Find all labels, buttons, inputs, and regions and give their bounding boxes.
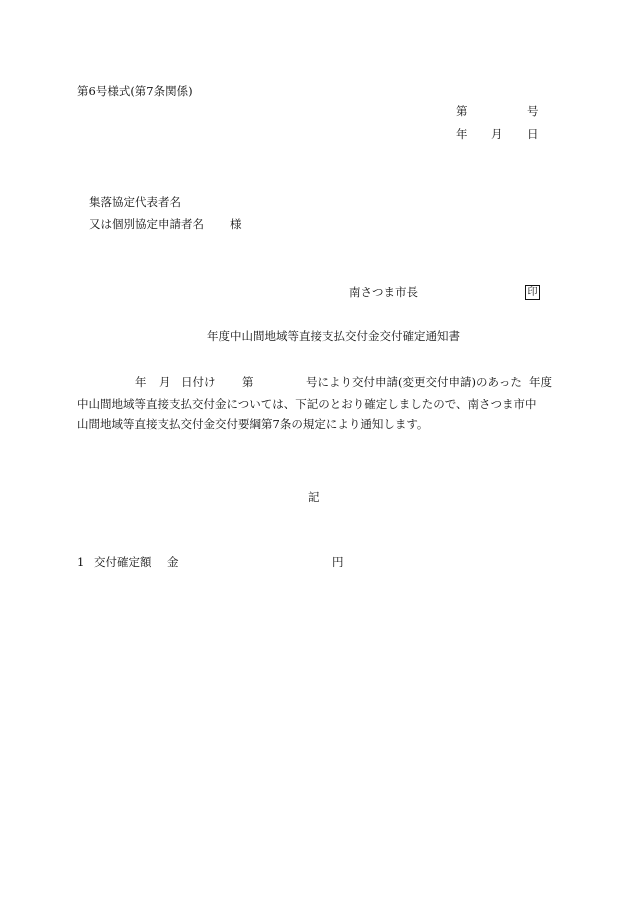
body-number-prefix: 第 <box>242 375 254 389</box>
issuer-name: 南さつま市長 <box>349 285 418 299</box>
ki-heading: 記 <box>308 490 320 504</box>
date-month: 月 <box>491 127 503 141</box>
body-paragraph <box>77 374 555 434</box>
body-fiscal-year: 年度 <box>529 375 552 389</box>
date-day: 日 <box>527 127 539 141</box>
body-date-suffix: 日付け <box>181 375 216 389</box>
document-title: 年度中山間地域等直接支払交付金交付確定通知書 <box>207 329 460 343</box>
seal-mark: 印 <box>525 285 540 300</box>
recipient-line2: 又は個別協定申請者名 <box>89 217 204 231</box>
body-application-text: 号により交付申請(変更交付申請)のあった <box>306 375 522 389</box>
document-number-suffix: 号 <box>527 104 539 118</box>
recipient-line1: 集落協定代表者名 <box>89 195 181 209</box>
item1-label: 交付確定額 <box>94 555 152 569</box>
item1-unit: 円 <box>332 555 344 569</box>
recipient-honorific: 様 <box>230 217 242 231</box>
body-year: 年 <box>135 375 147 389</box>
item1-prefix: 金 <box>167 555 179 569</box>
form-label: 第6号様式(第7条関係) <box>77 84 193 98</box>
body-line-3: 山間地域等直接支払交付金交付要綱第7条の規定により通知します。 <box>77 417 429 431</box>
item1-number: 1 <box>77 555 85 569</box>
document-number-prefix: 第 <box>456 104 468 118</box>
body-line-2: 中山間地域等直接支払交付金については、下記のとおり確定しましたので、南さつま市中 <box>77 397 537 411</box>
date-year: 年 <box>456 127 468 141</box>
body-month: 月 <box>159 375 171 389</box>
body-line-1 <box>77 374 555 394</box>
